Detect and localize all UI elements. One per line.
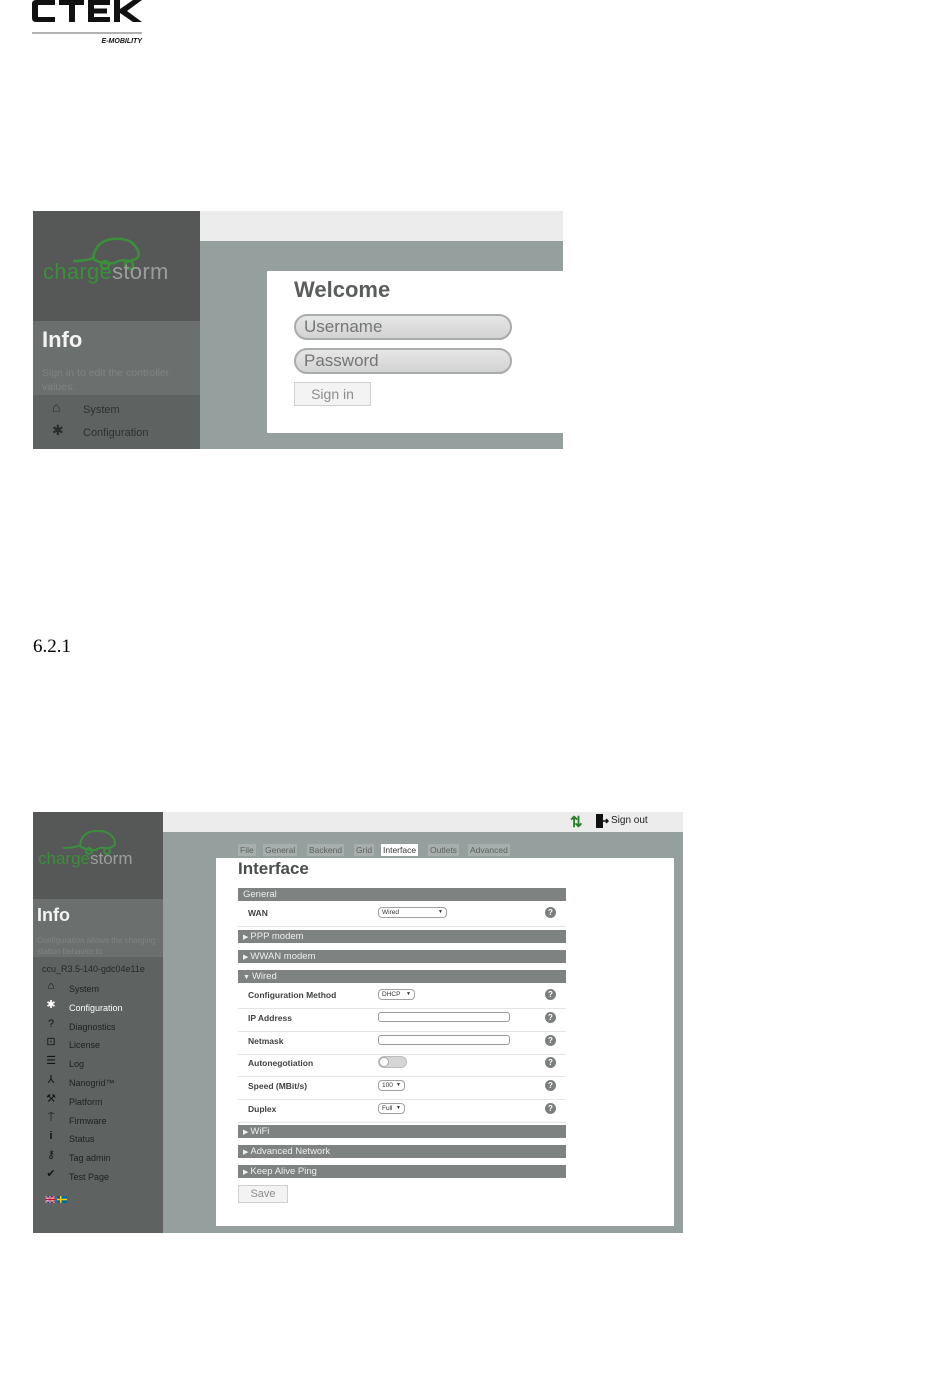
sidebar-item-test-page[interactable]	[33, 1167, 163, 1186]
ip-address-input[interactable]	[378, 1012, 510, 1022]
config-method-select[interactable]	[378, 989, 415, 1000]
list-icon: ☰	[46, 1055, 56, 1068]
wrench-icon: ⚒	[46, 1092, 56, 1105]
netmask-row	[238, 1033, 566, 1055]
chevron-down-icon: ▼	[438, 909, 443, 915]
login-panel	[267, 271, 563, 433]
sidebar-item-label: System	[69, 984, 100, 994]
lock-icon: ⊡	[46, 1036, 56, 1049]
firmware-version: ccu_R3.5-140-gdc04e11e	[42, 964, 145, 974]
tab-grid[interactable]: Grid	[356, 845, 373, 855]
sidebar-item-label: License	[69, 1040, 101, 1051]
sidebar-item-label: Firmware	[69, 1115, 107, 1126]
sign-in-button[interactable]: Sign in	[294, 382, 371, 406]
sidebar-item-log[interactable]	[33, 1054, 163, 1073]
section-advanced-network[interactable]	[238, 1145, 566, 1158]
speed-row	[238, 1078, 566, 1100]
help-icon[interactable]: ?	[545, 907, 556, 918]
netmask-label: Netmask	[248, 1036, 284, 1046]
sidebar-item-diagnostics[interactable]	[33, 1017, 163, 1036]
info-icon: i	[49, 1130, 53, 1143]
sidebar-item-system[interactable]	[33, 979, 163, 998]
sidebar-item-configuration[interactable]	[33, 420, 200, 443]
sweden-flag-icon[interactable]	[57, 1196, 67, 1203]
interface-panel	[216, 858, 674, 1226]
chevron-down-icon: ▼	[396, 1105, 401, 1111]
tab-file[interactable]: File	[240, 845, 254, 855]
tab-advanced[interactable]: Advanced	[470, 845, 508, 855]
section-label: PPP modem	[250, 931, 304, 942]
wan-value: Wired	[382, 909, 399, 916]
sync-arrows-icon[interactable]: ⇅	[570, 814, 583, 831]
sidebar-item-tag-admin[interactable]	[33, 1148, 163, 1167]
gear-icon: ✱	[46, 998, 56, 1011]
help-icon[interactable]: ?	[545, 1080, 556, 1091]
duplex-row	[238, 1101, 566, 1123]
signpost-icon: ⍑	[47, 1111, 55, 1124]
sidebar-item-platform[interactable]	[33, 1092, 163, 1111]
section-general[interactable]	[238, 888, 566, 901]
tab-backend[interactable]: Backend	[309, 845, 343, 855]
caret-right-icon: ▶	[243, 1149, 249, 1156]
top-bar	[200, 211, 563, 241]
section-label: Keep Alive Ping	[250, 1166, 317, 1177]
sidebar-item-nanogrid[interactable]	[33, 1073, 163, 1092]
duplex-select[interactable]	[378, 1103, 405, 1114]
config-method-value: DHCP	[382, 991, 401, 998]
info-title: Info	[37, 905, 70, 925]
gear-icon: ✱	[52, 422, 64, 438]
uk-flag-icon[interactable]	[45, 1196, 55, 1203]
help-icon[interactable]: ?	[545, 989, 556, 1000]
wan-select[interactable]	[378, 907, 447, 918]
netmask-input[interactable]	[378, 1035, 510, 1045]
logo-storm: storm	[112, 259, 169, 284]
ctek-logo	[32, 0, 144, 46]
home-icon: ⌂	[52, 399, 61, 415]
sidebar-item-status[interactable]	[33, 1129, 163, 1148]
sidebar-item-label: Diagnostics	[69, 1021, 116, 1032]
info-title: Info	[42, 327, 83, 352]
sign-out-icon[interactable]	[595, 813, 609, 829]
save-button[interactable]: Save	[238, 1185, 288, 1203]
sidebar-item-label: Tag admin	[69, 1153, 111, 1164]
password-input[interactable]: Password	[294, 348, 512, 374]
logo-charge: charge	[43, 259, 113, 284]
help-icon[interactable]: ?	[545, 1103, 556, 1114]
section-keep-alive-ping[interactable]	[238, 1165, 566, 1178]
help-icon[interactable]: ?	[545, 1035, 556, 1046]
sidebar-item-label: Nanogrid™	[69, 1077, 115, 1088]
autonegotiation-toggle[interactable]	[378, 1056, 407, 1068]
wan-label: WAN	[248, 908, 268, 918]
section-label: Advanced Network	[250, 1146, 331, 1157]
sidebar-item-system[interactable]	[33, 397, 200, 420]
sign-out-link[interactable]: Sign out	[611, 815, 648, 826]
username-input[interactable]: Username	[294, 314, 512, 340]
section-ppp-modem[interactable]	[238, 930, 566, 943]
ip-address-row	[238, 1010, 566, 1032]
caret-right-icon: ▶	[243, 1129, 249, 1136]
section-wwan-modem[interactable]	[238, 950, 566, 963]
sidebar-item-label: Configuration	[83, 427, 149, 439]
chargestorm-logo	[33, 211, 200, 321]
sidebar-item-label: Configuration	[69, 1002, 123, 1013]
tab-outlets[interactable]: Outlets	[430, 845, 457, 855]
check-icon: ✔	[46, 1167, 56, 1180]
login-screenshot	[33, 211, 563, 449]
duplex-label: Duplex	[248, 1104, 277, 1114]
caret-right-icon: ▶	[243, 954, 249, 961]
sidebar-nav	[33, 397, 200, 443]
question-icon: ?	[47, 1017, 55, 1030]
network-icon: ⅄	[47, 1073, 55, 1086]
sidebar-item-configuration[interactable]	[33, 998, 163, 1017]
speed-label: Speed (MBit/s)	[248, 1081, 308, 1091]
welcome-heading: Welcome	[294, 277, 391, 302]
sidebar-item-label: Log	[69, 1059, 85, 1070]
section-label: Wired	[251, 971, 277, 982]
info-description: Sign in to edit the controller values.	[42, 367, 170, 393]
brand-sub: E-MOBILITY	[101, 38, 142, 45]
chevron-down-icon: ▼	[406, 991, 411, 997]
help-icon[interactable]: ?	[545, 1057, 556, 1068]
caret-right-icon: ▶	[243, 934, 249, 941]
sidebar-item-label: Test Page	[69, 1171, 110, 1182]
autonegotiation-label: Autonegotiation	[248, 1058, 314, 1068]
section-label: WWAN modem	[250, 951, 316, 962]
section-wifi[interactable]	[238, 1125, 566, 1138]
ip-address-label: IP Address	[248, 1013, 292, 1023]
logo-storm: storm	[89, 849, 133, 868]
duplex-value: Full	[382, 1105, 393, 1112]
caret-right-icon: ▶	[243, 1169, 249, 1176]
toggle-knob	[379, 1057, 389, 1067]
language-flags	[45, 1190, 69, 1208]
config-method-row	[238, 987, 566, 1009]
speed-select[interactable]	[378, 1080, 405, 1091]
section-label: WiFi	[250, 1126, 270, 1137]
section-label: General	[243, 889, 277, 900]
sidebar-item-label: System	[83, 404, 120, 416]
tab-general[interactable]: General	[265, 845, 296, 855]
sidebar-item-firmware[interactable]	[33, 1111, 163, 1130]
page-title: Interface	[238, 859, 309, 878]
config-method-label: Configuration Method	[248, 990, 337, 1000]
home-icon: ⌂	[47, 980, 55, 992]
caret-down-icon: ▼	[243, 974, 250, 981]
chevron-down-icon: ▼	[396, 1082, 401, 1088]
sidebar-item-license[interactable]	[33, 1035, 163, 1054]
info-description: Configuration allows the charging station behavior to	[37, 936, 156, 956]
chargestorm-logo	[33, 812, 163, 899]
help-icon[interactable]: ?	[545, 1012, 556, 1023]
tab-interface[interactable]: Interface	[383, 845, 417, 855]
key-icon: ⚷	[46, 1149, 56, 1162]
sidebar-item-label: Platform	[69, 1096, 103, 1107]
section-wired[interactable]	[238, 970, 566, 983]
logo-charge: charge	[38, 849, 90, 868]
section-number: 6.2.1	[33, 636, 71, 657]
configuration-screenshot	[33, 812, 683, 1233]
sidebar-item-label: Status	[69, 1134, 95, 1145]
wan-row	[238, 905, 566, 927]
autonegotiation-row	[238, 1055, 566, 1077]
speed-value: 100	[382, 1082, 393, 1089]
sidebar-nav	[33, 979, 163, 1186]
